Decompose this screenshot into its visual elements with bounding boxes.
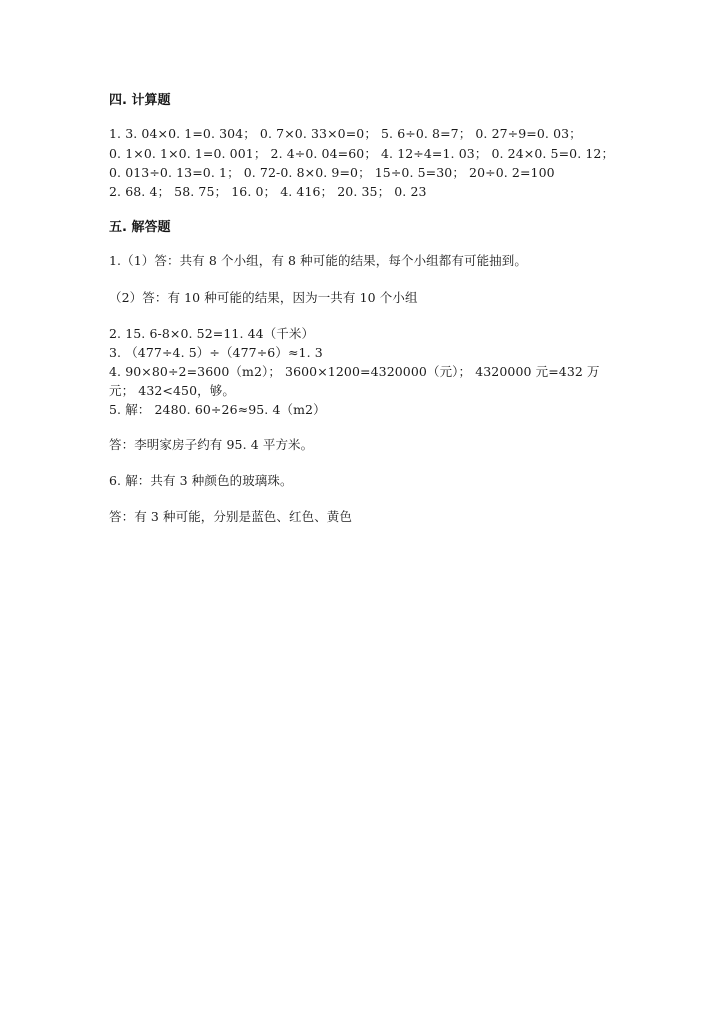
answer-line: 0. 1×0. 1×0. 1=0. 001； 2. 4÷0. 04=60； 4. 12÷4=1. 03； 0. 24×0. 5=0. 12； — [109, 146, 615, 161]
section-5-heading: 五. 解答题 — [109, 220, 171, 235]
answer-line: （2）答：有 10 种可能的结果，因为一共有 10 个小组 — [109, 290, 418, 305]
answer-line: 6. 解：共有 3 种颜色的玻璃珠。 — [109, 473, 293, 488]
answer-line: 1.（1）答：共有 8 个小组，有 8 种可能的结果，每个小组都有可能抽到。 — [109, 253, 527, 268]
answer-line: 2. 68. 4； 58. 75； 16. 0； 4. 416； 20. 35； 0. 23 — [109, 184, 427, 199]
answer-line: 4. 90×80÷2=3600（m2）； 3600×1200=4320000（元）； 4320000 元=432 万 — [109, 364, 600, 379]
answer-line: 2. 15. 6-8×0. 52=11. 44（千米） — [109, 326, 315, 341]
answer-line: 1. 3. 04×0. 1=0. 304； 0. 7×0. 33×0=0； 5. 6÷0. 8=7； 0. 27÷9=0. 03； — [109, 126, 582, 141]
answer-line: 5. 解： 2480. 60÷26≈95. 4（m2） — [109, 402, 326, 417]
section-4-heading: 四. 计算题 — [109, 93, 171, 108]
answer-line: 答：李明家房子约有 95. 4 平方米。 — [109, 437, 314, 452]
answer-line: 元； 432<450，够。 — [109, 383, 235, 398]
answer-line: 3. （477÷4. 5）÷（477÷6）≈1. 3 — [109, 345, 323, 360]
answer-line: 0. 013÷0. 13=0. 1； 0. 72-0. 8×0. 9=0； 15÷0. 5=30； 20÷0. 2=100 — [109, 165, 555, 180]
answer-line: 答：有 3 种可能，分别是蓝色、红色、黄色 — [109, 509, 353, 524]
